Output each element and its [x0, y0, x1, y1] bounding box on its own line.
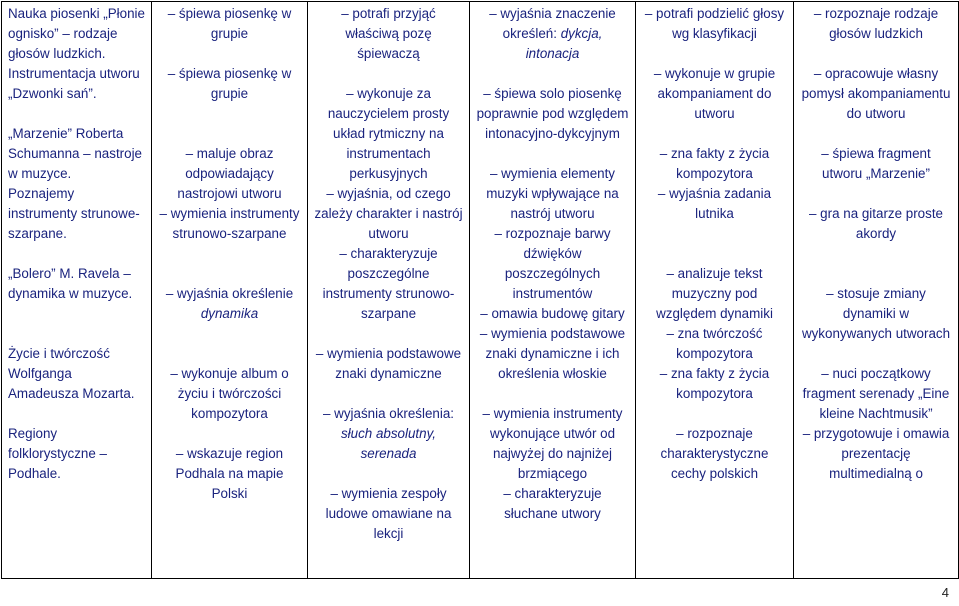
requirement-entry: – potrafi podzielić głosy wg klasyfikacji	[644, 6, 785, 41]
requirement-entry: – przygotowuje i omawia prezentację multimedialną o	[802, 426, 950, 481]
requirement-entry: – śpiewa piosenkę w grupie	[167, 66, 292, 101]
requirement-entry: – maluje obraz odpowiadający nastrojowi utworu	[177, 146, 282, 201]
requirements-cell-4	[636, 2, 794, 579]
requirement-entry: – zna fakty z życia kompozytora	[659, 366, 770, 401]
requirement-entry: – potrafi przyjąć właściwą pozę śpiewaczą	[341, 6, 436, 61]
requirement-entry: – wymienia elementy muzyki wpływające na nastrój utworu	[486, 166, 619, 221]
requirement-entry: – nuci początkowy fragment serenady „Eine kleine Nachtmusik”	[802, 366, 950, 421]
requirements-cell-3	[470, 2, 636, 579]
requirement-entry: – wskazuje region Podhala na mapie Polski	[175, 446, 284, 501]
requirement-entry: – rozpoznaje barwy dźwięków poszczególnych instrumentów	[494, 226, 611, 301]
requirements-cell-1	[152, 2, 308, 579]
requirement-entry: – gra na gitarze proste akordy	[809, 206, 943, 241]
topic-entry: Poznajemy instrumenty strunowe-szarpane.	[8, 186, 140, 241]
requirement-entry: – wymienia podstawowe znaki dynamiczne i ich określenia włoskie	[479, 326, 626, 381]
requirement-entry: – zna twórczość kompozytora	[666, 326, 763, 361]
requirement-entry: – wykonuje w grupie akompaniament do utworu	[653, 66, 776, 121]
requirement-entry: – wymienia zespoły ludowe omawiane na lekcji	[325, 486, 452, 541]
table-row	[2, 2, 959, 579]
topic-entry: „Bolero” M. Ravela – dynamika w muzyce.	[8, 266, 133, 301]
requirement-entry: – wykonuje album o życiu i twórczości kompozytora	[170, 366, 289, 421]
curriculum-table	[1, 1, 959, 579]
requirement-entry: – wymienia podstawowe znaki dynamiczne	[315, 346, 462, 381]
requirement-entry: – rozpoznaje rodzaje głosów ludzkich	[813, 6, 939, 41]
topic-entry: Regiony folklorystyczne – Podhale.	[8, 426, 107, 481]
requirement-entry: – wymienia instrumenty strunowo-szarpane	[159, 206, 300, 241]
requirement-entry: – wyjaśnia, od czego zależy charakter i nastrój utworu	[314, 186, 463, 241]
requirement-entry: – wyjaśnia określenia: słuch absolutny, serenada	[323, 406, 454, 461]
requirement-entry: – zna fakty z życia kompozytora	[659, 146, 770, 181]
requirement-entry: – wykonuje za nauczycielem prosty układ rytmiczny na instrumentach perkusyjnych	[327, 86, 450, 181]
requirements-cell-2	[308, 2, 470, 579]
requirement-entry: – wyjaśnia znaczenie określeń: dykcja, intonacja	[489, 6, 616, 61]
requirement-entry: – wyjaśnia zadania lutnika	[657, 186, 772, 221]
requirement-entry: – śpiewa solo piosenkę poprawnie pod względem intonacyjno-dykcyjnym	[476, 86, 629, 141]
requirement-entry: – śpiewa piosenkę w grupie	[167, 6, 292, 41]
requirement-entry: – opracowuje własny pomysł akompaniamentu do utworu	[801, 66, 951, 121]
requirement-entry: – charakteryzuje słuchane utwory	[503, 486, 602, 521]
requirement-entry: – omawia budowę gitary	[480, 306, 625, 321]
topic-entry: Nauka piosenki „Płonie ognisko” – rodzaje głosów ludzkich.	[8, 6, 145, 61]
requirement-entry: – rozpoznaje charakterystyczne cechy polskich	[660, 426, 769, 481]
requirement-entry: – analizuje tekst muzyczny pod względem dynamiki	[656, 266, 773, 321]
page-number: 4	[941, 585, 949, 600]
requirement-entry: – wymienia instrumenty wykonujące utwór od najwyżej do najniżej brzmiącego	[482, 406, 623, 481]
requirement-entry: – śpiewa fragment utworu „Marzenie”	[821, 146, 931, 181]
requirement-entry: – wyjaśnia określenie dynamika	[165, 286, 294, 321]
topic-entry: Życie i twórczość Wolfganga Amadeusza Mozarta.	[8, 346, 135, 401]
requirement-entry: – stosuje zmiany dynamiki w wykonywanych utworach	[801, 286, 951, 341]
topic-entry: „Marzenie” Roberta Schumanna – nastroje w muzyce.	[8, 126, 142, 181]
topic-entry: Instrumentacja utworu „Dzwonki sań”.	[8, 66, 140, 101]
requirement-entry: – charakteryzuje poszczególne instrumenty strunowo-szarpane	[322, 246, 455, 321]
topics-cell	[2, 2, 152, 579]
requirements-cell-5	[794, 2, 959, 579]
